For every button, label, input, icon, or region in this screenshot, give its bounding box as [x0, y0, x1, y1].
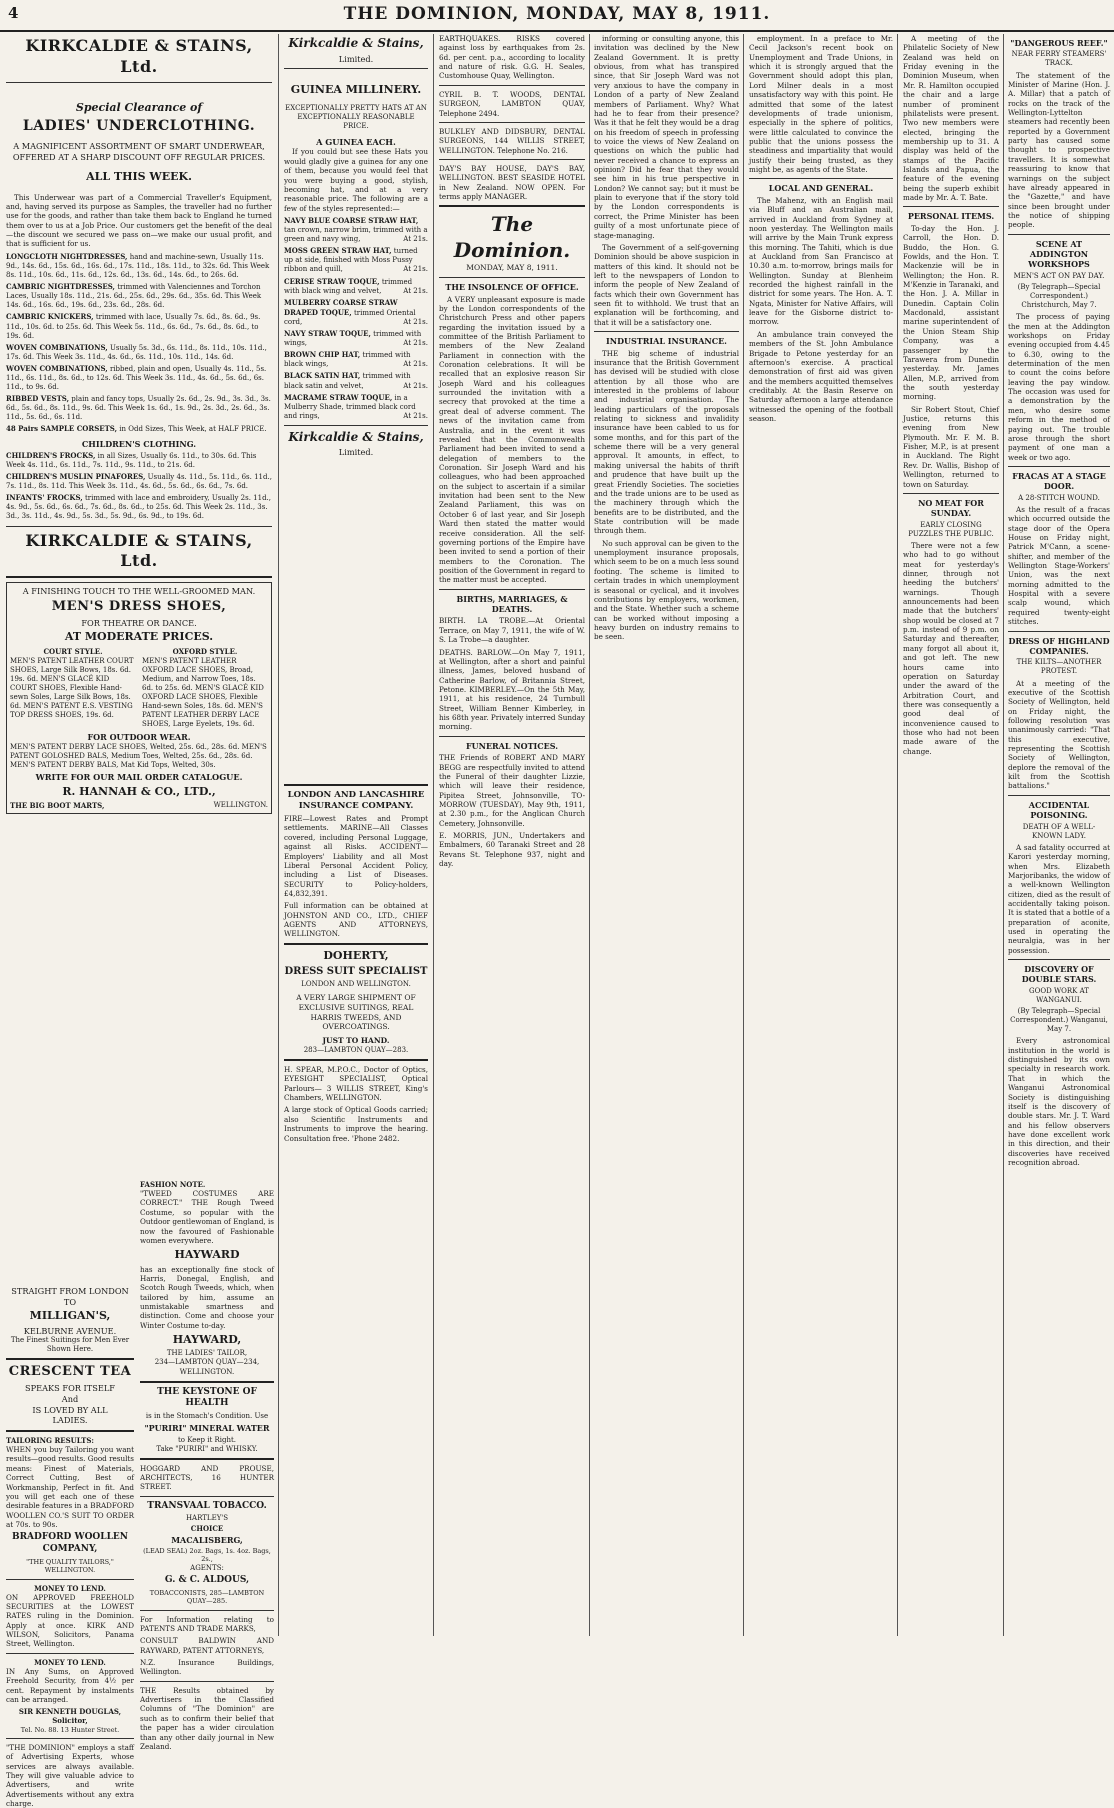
- list-item: CAMBRIC KNICKERS, trimmed with lace, Usually 7s. 6d., 8s. 6d., 9s. 11d., 10s. 6d. to 25s. 6d. This Week 5s. 11d., 6s. 6d., 7s. 6d., 8s. 6d., to 19s. 6d.: [6, 312, 261, 340]
- hoggard-architects: HOGGARD AND PROUSE, ARCHITECTS, 16 HUNTER STREET.: [140, 1463, 274, 1492]
- poisoning-subheading: DEATH OF A WELL-KNOWN LADY.: [1022, 822, 1096, 840]
- doherty-address: 283—LAMBTON QUAY—283.: [303, 1045, 409, 1054]
- list-item: CAMBRIC NIGHTDRESSES, trimmed with Valenciennes and Torchon Laces, Usually 18s. 11d., 21s. 6d., 25s. 6d., 29s. 6d., 35s. 6d. This Week 14s. 6d., 16s. 6d., 19s. 6d., 23s. 6d., 28s. 6d.: [6, 282, 262, 310]
- list-item: NAVY BLUE COARSE STRAW HAT, tan crown, narrow brim, trimmed with a green and navy wing, At 21s.: [284, 216, 428, 244]
- milligan-name: MILLIGAN'S,: [29, 1309, 111, 1323]
- editorial-column-2: [594, 34, 739, 1634]
- money-to-lend-text: ON APPROVED FREEHOLD SECURITIES at the LOWEST RATES ruling in the Dominion. Apply at once. KIRK AND WILSON, Solicitors, Panama Street, Wellington.: [6, 1592, 134, 1649]
- aldous-address: TOBACCONISTS, 285—LAMBTON QUAY—285.: [149, 1588, 265, 1606]
- reef-subheading: NEAR FERRY STEAMERS' TRACK.: [1011, 50, 1107, 68]
- keystone-line5: Take "PURIRI" and WHISKY.: [156, 1444, 258, 1453]
- editorial-continued: informing or consulting anyone, this invitation was declined by the New Zealand Government. It is pretty obvious, from what has transpired since, that Sir Joseph Ward was not very anxious to have the company in London of a party of New Zealand members of Parliament. Why? What had he to fear from their presence? Was it that he felt they would be a drag on his freedom of speech in professing to voice the views of New Zealand on questions on which the public had never received a chance to express an opinion? Did he fear that they would see him in his true perspective in London? We cannot say; but it must be plain to everyone that if the story told by the London correspondents is correct, the Prime Minister has been guilty of a most unfortunate piece of stage-managing.: [594, 34, 739, 240]
- industrial-insurance-heading: INDUSTRIAL INSURANCE.: [606, 336, 727, 347]
- moderate-prices: AT MODERATE PRICES.: [64, 630, 214, 644]
- earthquake-insurance-ad: EARTHQUAKES. RISKS covered against loss by earthquakes from 2s. 6d. per cent. p.a., according to locality and nature of risk. G.G. H. Seales, Customhouse Quay, Wellington.: [439, 34, 585, 81]
- money-to-lend-heading-2: MONEY TO LEND.: [34, 1657, 106, 1667]
- column-rule: [278, 34, 279, 1636]
- ad-column-small-right: [140, 1180, 274, 1751]
- crescent-line3: And: [61, 1394, 79, 1404]
- macalisberg: MACALISBERG,: [171, 1534, 243, 1545]
- underclothing-list: [6, 252, 272, 435]
- ad-column-millinery: [284, 34, 428, 774]
- milligan-tagline: The Finest Suitings for Men Ever Shown Here.: [10, 1336, 130, 1354]
- guinea-intro: If you could but see these Hats you would gladly give a guinea for any one of them, because you would feel that you were buying a good, stylish, becoming hat, and at a very reasonable price. The following are a few of the styles represented:—: [284, 147, 428, 213]
- death-notices: DEATHS. BARLOW.—On May 7, 1911, at Wellington, after a short and painful illness, James, beloved husband of Catherine Barlow, of Britannia Street, Petone. KIMBERLEY.—On the 5th May, 1911, at his residence, 24 Turnbull Street, William Benner Kimberley, in his 68th year. Privately interred Sunday morning.: [439, 647, 585, 732]
- days-bay-ad: DAY'S BAY HOUSE, DAY'S BAY, WELLINGTON. BEST SEASIDE HOTEL in New Zealand. NOW OPEN. For terms apply MANAGER.: [439, 163, 585, 202]
- unemployment-text: employment. In a preface to Mr. Cecil Jackson's recent book on Unemployment and Trade Unions, in which it is strongly argued that the Government should adopt this plan, Lord Milner deals in a most unsatisfactory way with this point. He admitted that some of the latest developments of trade unionism, especially in the sphere of politics, were little calculated to convince the public that the unions possess the steadiness and impartiality that would justify their being trusted, as they might be, as agents of the State.: [749, 34, 893, 175]
- addington-heading: SCENE AT ADDINGTON WORKSHOPS: [1028, 238, 1090, 270]
- outdoor-items: MEN'S PATENT DERBY LACE SHOES, Welted, 25s. 6d., 28s. 6d. MEN'S PATENT GOLOSHED BALS, Medium Toes, Welted, 25s. 6d., 28s. 6d. MEN'S PATENT DERBY BALS, Mat Kid Tops, Welted, 30s.: [10, 742, 267, 770]
- childrens-clothing-heading: CHILDREN'S CLOTHING.: [81, 438, 197, 449]
- hannah-shoes-ad: [6, 582, 272, 814]
- catalogue-line: WRITE FOR OUR MAIL ORDER CATALOGUE.: [35, 772, 243, 783]
- patents-line2: CONSULT BALDWIN AND RAYWARD, PATENT ATTORNEYS,: [140, 1636, 274, 1655]
- list-item: INFANTS' FROCKS, trimmed with lace and embroidery, Usually 2s. 11d., 4s. 9d., 5s. 6d., 6s. 6d., 7s. 6d., 8s. 6d., to 25s. 6d. This Week 2s. 11d., 3s. 3d., 3s. 11d., 4s. 9d., 5s. 3d., 5s. 9d., 6s. 9d., to 19s. 6d.: [6, 493, 271, 521]
- no-meat-text: There were not a few who had to go without meat for yesterday's dinner, through not heeding the butchers' warnings. Though announcements had been made that the butchers' shop would be closed at 7 p.m. instead of 9 p.m. on Saturday and thereafter, many forgot all about it, and got left. The new hours came into operation on Saturday under the award of the Arbitration Court, and there was consequently a good deal of inconvenience caused to those who had not been made aware of the change.: [903, 540, 999, 756]
- double-stars-heading: DISCOVERY OF DOUBLE STARS.: [1021, 964, 1097, 985]
- sir-kenneth: SIR KENNETH DOUGLAS, Solicitor,: [18, 1707, 122, 1726]
- outdoor-wear-heading: FOR OUTDOOR WEAR.: [87, 731, 191, 742]
- list-item: LONGCLOTH NIGHTDRESSES, hand and machine-sewn, Usually 11s. 9d., 14s. 6d., 15s. 6d., 16s. 6d., 17s. 11d., 18s. 11d., to 32s. 6d. This Week 8s. 11d., 10s. 6d., 11s. 6d., 12s. 6d., 13s. 6d., 14s. 6d., to 26s. 6d.: [6, 251, 270, 280]
- crescent-line5: LADIES.: [52, 1415, 88, 1426]
- newspaper-title: THE DOMINION, MONDAY, MAY 8, 1911.: [343, 4, 771, 24]
- patents-line1: For Information relating to PATENTS AND TRADE MARKS,: [140, 1614, 274, 1633]
- guinea-millinery-heading: GUINEA MILLINERY.: [290, 83, 422, 97]
- column-rule: [433, 34, 434, 1636]
- personal-items-text-2: Sir Robert Stout, Chief Justice, returns this evening from New Plymouth. Mr. F. M. B. Fisher, M.P., is at present in Auckland. The Right Rev. Dr. Wallis, Bishop of Wellington, returned to town on Saturday.: [903, 404, 999, 489]
- doherty-name: DOHERTY,: [323, 948, 389, 962]
- list-item: 48 Pairs SAMPLE CORSETS, in Odd Sizes, This Week, at HALF PRICE.: [6, 424, 267, 434]
- editorial-date: MONDAY, MAY 8, 1911.: [466, 263, 558, 273]
- oxford-style-items: MEN'S PATENT LEATHER OXFORD LACE SHOES, Broad, Medium, and Narrow Toes, 18s. 6d. to 25s. 6d. MEN'S GLACÉ KID OXFORD LACE SHOES, Flexible Hand-sewn Soles, 18s. 6d. MEN'S PATENT LEATHER DERBY LACE SHOES, Large Eyelets, 19s. 6d.: [142, 656, 264, 729]
- milligan-address: KELBURNE AVENUE.: [23, 1325, 117, 1336]
- court-style-items: MEN'S PATENT LEATHER COURT SHOES, Large Silk Bows, 18s. 6d. 19s. 6d. MEN'S GLACÉ KID COURT SHOES, Flexible Hand-sewn Soles, Large Silk Bows, 18s. 6d. MEN'S PATENT E.S. VESTING TOP DRESS SHOES, 19s. 6d.: [10, 656, 134, 720]
- woods-dentist-ad: CYRIL B. T. WOODS, DENTAL SURGEON, LAMBTON QUAY, Telephone 2494.: [439, 89, 585, 118]
- fracas-subheading: A 28-STITCH WOUND.: [1018, 493, 1100, 502]
- dress-suit-specialist: DRESS SUIT SPECIALIST: [284, 966, 428, 978]
- list-item: CHILDREN'S MUSLIN PINAFORES, Usually 4s. 11d., 5s. 11d., 6s. 11d., 7s. 11d., 8s. 11d. This Week 3s. 11d., 4s. 6d., 5s. 6d., 6s. 6d., 7s. 6d.: [6, 472, 272, 491]
- crescent-line2: SPEAKS FOR ITSELF: [25, 1383, 115, 1394]
- special-clearance: Special Clearance of: [75, 100, 203, 114]
- ad-column-insurance: [284, 780, 428, 1220]
- guinea-subheading: EXCEPTIONALLY PRETTY HATS AT AN EXCEPTIONALLY REASONABLE PRICE.: [285, 103, 427, 130]
- hannah-name: R. HANNAH & CO., LTD.,: [62, 784, 216, 798]
- reef-text: The statement of the Minister of Marine (Hon. J. A. Millar) that a patch of rocks on the track of the Wellington-Lyttelton steamers had recently been reported by a Government party has caused some thought to prospective travellers. It is somewhat reassuring to know that warnings on the subject have already appeared in the "Gazette," and have since been brought under the notice of shipping people.: [1008, 70, 1110, 230]
- kirkcaldie-millinery-footer: Kirkcaldie & Stains,: [288, 429, 424, 444]
- classified-results-note: THE Results obtained by Advertisers in the Classified Columns of "The Dominion" are such as to confirm their belief that the paper has a wider circulation than any other daily journal in New Zealand.: [140, 1685, 274, 1751]
- list-item: RIBBED VESTS, plain and fancy tops, Usually 2s. 6d., 2s. 9d., 3s. 3d., 3s. 6d., 5s. 6d., 8s. 11d., 9s. 6d. This Week 1s. 6d., 1s. 9d., 2s. 3d., 2s. 6d., 3s. 11d., 5s. 6d., 6s. 11d.: [6, 394, 271, 422]
- hannah-city: WELLINGTON.: [213, 801, 268, 810]
- local-general-text: The Mahenz, with an English mail via Bluff and an Australian mail, arrived in Auckland from Sydney at noon yesterday. The Wellington mails will arrive by the Main Trunk express this morning. The Tahiti, which is due at Auckland from San Francisco at 10.30 a.m. to-morrow, brings mails for Wellington. Sunday at Blenheim recorded the highest rainfall in the district for some years. The Hon. A. T. Ngata, Minister for Native Affairs, will leave for the Gisborne district to-morrow.: [749, 195, 893, 327]
- london-lancashire-text: FIRE—Lowest Rates and Prompt settlements. MARINE—All Classes covered, including Personal Luggage, against all Risks. ACCIDENT—Employers' Liability and all Most Liberal Personal Accident Policy, including a List of Diseases. SECURITY to Policy-holders, £4,832,391.: [284, 814, 428, 898]
- hayward-address: 234—LAMBTON QUAY—234, WELLINGTON.: [154, 1358, 260, 1376]
- puriri-water: "PURIRI" MINERAL WATER: [144, 1423, 270, 1434]
- tailoring-heading: TAILORING RESULTS:: [6, 1435, 94, 1445]
- list-item: BLACK SATIN HAT, trimmed with black satin and velvet, At 21s.: [284, 371, 428, 390]
- crescent-line4: IS LOVED BY ALL: [32, 1404, 108, 1415]
- highland-text: At a meeting of the executive of the Scottish Society of Wellington, held on Friday night, the following resolution was unanimously carried: "That this executive, representing the Scottish Society of Wellington, deplore the removal of the kilt from the Scottish battalions.": [1008, 678, 1110, 791]
- addington-dateline: (By Telegraph—Special Correspondent.) Christchurch, May 7.: [1017, 282, 1101, 310]
- hayward-text: has an exceptionally fine stock of Harris, Donegal, English, and Scotch Rough Tweeds, which, when tailored by him, assume an unmistakable smartness and distinction. Come and choose your Winter Costume to-day.: [140, 1264, 274, 1330]
- spear-optician: H. SPEAR, M.P.O.C., Doctor of Optics, EYESIGHT SPECIALIST, Optical Parlours— 3 WILLIS STREET, King's Chambers, WELLINGTON.: [284, 1065, 428, 1103]
- bradford-subtitle: "THE QUALITY TAILORS," WELLINGTON.: [26, 1557, 114, 1575]
- ad-column-kirkcaldie: [6, 34, 272, 1284]
- london-lancashire-agents: Full information can be obtained at JOHNSTON AND CO., LTD., CHIEF AGENTS AND ATTORNEYS, WELLINGTON.: [284, 901, 428, 939]
- transvaal-tobacco: TRANSVAAL TOBACCO.: [147, 1500, 267, 1511]
- guinea-each: A GUINEA EACH.: [316, 136, 396, 147]
- column-rule: [589, 34, 590, 1636]
- list-item: CHILDREN'S FROCKS, in all Sizes, Usually 6s. 11d., to 30s. 6d. This Week 4s. 11d., 6s. 11d., 7s. 11d., 9s. 11d., to 21s. 6d.: [6, 450, 257, 470]
- news-column-2: [903, 34, 999, 1634]
- shoes-tagline: A FINISHING TOUCH TO THE WELL-GROOMED MAN.: [22, 586, 256, 597]
- doherty-shipment: A VERY LARGE SHIPMENT OF EXCLUSIVE SUITINGS, REAL HARRIS TWEEDS, AND OVERCOATINGS.: [296, 993, 416, 1032]
- doherty-just-to-hand: JUST TO HAND.: [322, 1036, 390, 1046]
- money-to-lend-text-2: IN Any Sums, on Approved Freehold Security, from 4½ per cent. Repayment by instalments can be arranged.: [6, 1666, 134, 1704]
- industrial-insurance-text-2: No such approval can be given to the unemployment insurance proposals, which seem to be on a much less sound footing. The scheme is limited to certain trades in which unemployment is seasonal or cyclical, and it involves contributions by employers, workmen, and the State. Whether such a scheme can be worked without imposing a heavy burden on industry remains to be seen.: [594, 538, 739, 642]
- news-column: [749, 34, 893, 1634]
- highland-subheading: THE KILTS—ANOTHER PROTEST.: [1016, 658, 1102, 676]
- hayward-tailor: THE LADIES' TAILOR,: [166, 1349, 248, 1358]
- keystone-heading: THE KEYSTONE OF HEALTH: [157, 1386, 257, 1409]
- page-number: 4: [8, 4, 19, 22]
- funeral-notice: THE Friends of ROBERT AND MARY BEGG are respectfully invited to attend the Funeral of their daughter Lizzie, which will leave their residence, Pipitea Street, Johnsonville, TO-MORROW (TUESDAY), May 9th, 1911, at 2.30 p.m., for the Anglican Church Cemetery, Johnsonville.: [439, 753, 585, 828]
- editorial-heading: THE INSOLENCE OF OFFICE.: [445, 282, 579, 293]
- patents-line3: N.Z. Insurance Buildings, Wellington.: [140, 1658, 274, 1677]
- bradford-name: BRADFORD WOOLLEN COMPANY,: [11, 1532, 129, 1554]
- addington-text: The process of paying the men at the Addington workshops on Friday evening occupied from 4.45 to 6.30, owing to the determination of the men to count the coins before leaving the pay window. The occasion was used for a demonstration by the men, who desire some reform in the method of paying out. The trouble arose through the short payment of one man a week or two ago.: [1008, 312, 1110, 462]
- morris-undertakers: E. MORRIS, JUN., Undertakers and Embalmers, 60 Taranaki Street and 28 Revans St. Telephone 937, night and day.: [439, 831, 585, 869]
- list-item: BROWN CHIP HAT, trimmed with black wings, At 21s.: [284, 350, 428, 369]
- aldous-name: G. & C. ALDOUS,: [164, 1575, 250, 1585]
- kirkcaldie-footer: KIRKCALDIE & STAINS, Ltd.: [25, 530, 253, 571]
- milligan-line1: STRAIGHT FROM LONDON: [11, 1286, 129, 1296]
- double-stars-dateline: (By Telegraph—Special Correspondent.) Wanganui, May 7.: [1010, 1007, 1108, 1034]
- list-item: MACRAME STRAW TOQUE, in a Mulberry Shade, trimmed black cord and rings, At 21s.: [284, 392, 428, 420]
- dominion-nameplate: The Dominion.: [453, 212, 571, 263]
- assortment-subheading: A MAGNIFICENT ASSORTMENT OF SMART UNDERWEAR, OFFERED AT A SHARP DISCOUNT OFF REGULAR PRICES.: [12, 141, 266, 162]
- keystone-line2: is in the Stomach's Condition. Use: [145, 1412, 269, 1421]
- no-meat-subheading: EARLY CLOSING PUZZLES THE PUBLIC.: [908, 520, 994, 538]
- list-item: WOVEN COMBINATIONS, Usually 5s. 3d., 6s. 11d., 8s. 11d., 10s. 11d., 17s. 6d. This Week 3s. 11d., 4s. 6d., 6s. 11d., 10s. 11d., 14s. 6d.: [6, 342, 267, 361]
- column-rule: [1003, 34, 1004, 1636]
- milligan-line2: TO: [63, 1296, 77, 1307]
- industrial-insurance-text: THE big scheme of industrial insurance that the British Government has devised will be studied with close attention by all those who are interested in the problems of labour and industrial organisation. The leading particulars of the proposals relating to sickness and invalidity insurance have been cabled to us for some months, and for this part of the scheme there will be a very general approval. It amounts, in effect, to making universal the habits of thrift and prudence that have built up the great Friendly Societies. The societies and the trade unions are to be used as the machinery through which the benefits are to be distributed, and the State contribution will be made through them.: [594, 348, 739, 536]
- london-lancashire-heading: LONDON AND LANCASHIRE INSURANCE COMPANY.: [287, 790, 425, 812]
- tobacco-prices: (LEAD SEAL) 2oz. Bags, 1s. 4oz. Bags, 2s.,: [143, 1547, 271, 1564]
- kirkcaldie-limited-footer: Limited.: [338, 447, 374, 458]
- editorial-column: [439, 34, 585, 1634]
- dominion-advertising-note: "THE DOMINION" employs a staff of Advertising Experts, whose services are always available. They will give valuable advice to Advertisers, and write Advertisements without any extra charge.: [6, 1742, 134, 1808]
- oxford-style-heading: OXFORD STYLE.: [172, 646, 238, 656]
- poisoning-text: A sad fatality occurred at Karori yesterday morning, when Mrs. Elizabeth Marjoribanks, the widow of a well-known Wellington citizen, died as the result of accidentally taking poison. It is stated that a bottle of a preparation of aconite, used in operating the neuralgia, was in her possession.: [1008, 842, 1110, 955]
- fracas-text: As the result of a fracas which occurred outside the stage door of the Opera House on Friday night, Patrick M'Cann, a scene-shifter, and member of the Wellington Stage-Workers' Union, was the next morning admitted to the Hospital with a severe scalp wound, which required twenty-eight stitches.: [1008, 504, 1110, 627]
- shoes-subheading: FOR THEATRE OR DANCE.: [81, 617, 197, 628]
- clearance-intro: This Underwear was part of a Commercial Traveller's Equipment, and, having served its purpose as Samples, the traveller had no further use for the goods, and rather than take them back to England he turned them over to us at a Job Price. Our customers get the benefit of the deal—the discount we secured we pass on—we make our usual profit, and that is sufficient for us.: [6, 192, 272, 249]
- masthead: [0, 0, 1114, 32]
- highland-heading: DRESS OF HIGHLAND COMPANIES.: [1008, 635, 1110, 656]
- kirkcaldie-limited: Limited.: [338, 53, 374, 64]
- reef-heading: "DANGEROUS REEF.": [1010, 38, 1108, 48]
- news-column-3: [1008, 34, 1110, 1634]
- double-stars-subheading: GOOD WORK AT WANGANUI.: [1029, 986, 1089, 1004]
- column-rule: [897, 34, 898, 1636]
- bulkley-dentist-ad: BULKLEY AND DIDSBURY, DENTAL SURGEONS, 144 WILLIS STREET, WELLINGTON. Telephone No. 216.: [439, 126, 585, 155]
- editorial-continued-2: The Government of a self-governing Dominion should be above suspicion in matters of this kind. It should not be left to the newspapers of London to inform the people of New Zealand of facts which their own Government has seen fit to withhold. We trust that an explanation will be forthcoming, and that it will be a satisfactory one.: [594, 242, 739, 327]
- personal-items-text: To-day the Hon. J. Carroll, the Hon. D. Buddo, the Hon. G. Fowlds, and the Hon. T. Mackenzie will be in Wellington; the Hon. R. M'Kenzie in Taranaki, and the Hon. J. A. Millar in Dunedin. Captain Colin Macdonald, assistant marine superintendent of the Union Steam Ship Company, was a passenger by the Tarawera from Dunedin yesterday. Mr. James Allen, M.P., arrived from the south yesterday morning.: [903, 223, 999, 402]
- column-rule: [743, 34, 744, 1636]
- hats-list: [284, 216, 428, 421]
- mens-dress-shoes-heading: MEN'S DRESS SHOES,: [51, 598, 227, 614]
- hannah-subtitle: THE BIG BOOT MARTS,: [10, 801, 105, 811]
- list-item: MOSS GREEN STRAW HAT, turned up at side, finished with Moss Pussy ribbon and quill, At 21s.: [284, 246, 428, 274]
- list-item: CERISE STRAW TOQUE, trimmed with black wing and velvet, At 21s.: [284, 276, 428, 295]
- bmd-heading: BIRTHS, MARRIAGES, & DEATHS.: [456, 593, 568, 615]
- sir-kenneth-address: Tel. No. 88. 13 Hunter Street.: [20, 1725, 120, 1734]
- keystone-line4: to Keep it Right.: [177, 1435, 237, 1444]
- personal-items-heading: PERSONAL ITEMS.: [907, 211, 995, 222]
- funeral-heading: FUNERAL NOTICES.: [465, 740, 559, 751]
- fashion-note-heading: FASHION NOTE.: [140, 1180, 206, 1189]
- choice: CHOICE: [190, 1523, 224, 1533]
- agents-label: AGENTS:: [190, 1563, 224, 1572]
- editorial-text: A VERY unpleasant exposure is made by the London correspondents of the Christchurch Press and other papers regarding the invitation issued by a committee of the British Parliament to members of the New Zealand Parliament in connection with the Coronation celebrations. It will be recalled that an explosive reason Sir Joseph Ward and his colleagues surrounded the invitation with a secrecy that provoked at the time a great deal of adverse comment. The news of the invitation came from Australia, and in the event it was revealed that the Commonwealth Parliament had been invited to send a delegation of members to the Coronation. Sir Joseph Ward and his colleagues, who had been approached on the subject to ascertain if a similar invitation had been sent to the New Zealand Parliament, this was on October 6 of last year, and Sir Joseph Ward then stated the matter would receive consideration. All the self-governing portions of the Empire have been invited to send a portion of their members to the Coronation. The position of the Government in regard to the matter must be accepted.: [439, 294, 585, 585]
- fashion-note-text: "TWEED COSTUMES ARE CORRECT." THE Rough Tweed Costume, so popular with the Outdoor gentlewoman of England, is now the favoured of Fashionable women everywhere.: [140, 1189, 274, 1245]
- money-to-lend-heading: MONEY TO LEND.: [34, 1583, 106, 1593]
- doherty-location: LONDON AND WELLINGTON.: [301, 980, 411, 989]
- ladies-underclothing-heading: LADIES' UNDERCLOTHING.: [22, 117, 256, 134]
- crescent-tea: CRESCENT TEA: [8, 1364, 132, 1380]
- local-general-text-2: An ambulance train conveyed the members of the St. John Ambulance Brigade to Petone yesterday for an afternoon's exercise. A practical demonstration of first aid was given and the members acquitted themselves creditably. At the Basin Reserve on Saturday afternoon a large attendance witnessed the opening of the football season.: [749, 329, 893, 424]
- kirkcaldie-millinery-heading: Kirkcaldie & Stains,: [288, 36, 424, 50]
- philatelic-text: A meeting of the Philatelic Society of New Zealand was held on Friday evening in the Dominion Museum, when Mr. R. Hamilton occupied the chair and a large number of prominent philatelists were present. Two new members were elected, bringing the membership up to 31. A display was held of the stamps of the Pacific Islands and Papua, the feature of the evening being the superb exhibit made by Mr. A. T. Bate.: [903, 34, 999, 203]
- all-this-week: ALL THIS WEEK.: [86, 170, 192, 184]
- fracas-heading: FRACAS AT A STAGE DOOR.: [1012, 470, 1106, 492]
- hayward-name: HAYWARD: [174, 1248, 240, 1262]
- list-item: MULBERRY COARSE STRAW DRAPED TOQUE, trimmed Oriental cord, At 21s.: [284, 297, 428, 326]
- list-item: NAVY STRAW TOQUE, trimmed with wings, At 21s.: [284, 329, 428, 348]
- double-stars-text: Every astronomical institution in the world is distinguished by its own specialty in research work. That in which the Wanganui Astronomical Society is distinguishing itself is the discovery of double stars. Mr. J. T. Ward and his fellow observers have done excellent work in this direction, and their discoveries have received recognition abroad.: [1008, 1036, 1110, 1168]
- ad-column-small-left: [6, 1286, 134, 1808]
- court-style-heading: COURT STYLE.: [43, 646, 103, 656]
- no-meat-heading: NO MEAT FOR SUNDAY.: [918, 497, 984, 519]
- poisoning-heading: ACCIDENTAL POISONING.: [1028, 799, 1090, 821]
- birth-notice: BIRTH. LA TROBE.—At Oriental Terrace, on May 7, 1911, the wife of W. S. La Trobe—a daughter.: [439, 616, 585, 645]
- hayward-name-2: HAYWARD,: [172, 1333, 242, 1347]
- kirkcaldie-heading: KIRKCALDIE & STAINS, Ltd.: [25, 36, 253, 76]
- hartleys: HARTLEY'S: [185, 1514, 229, 1523]
- spear-text: A large stock of Optical Goods carried; also Scientific Instruments and Instruments to improve the hearing. Consultation free. 'Phone 2482.: [284, 1105, 428, 1143]
- tailoring-text: WHEN you buy Tailoring you want results—good results. Good results means: Finest of Materials, Correct Cutting, Best of Workmanship, Perfect in fit. And you will get each one of these desirable features in a BRADFORD WOOLLEN CO.'S SUIT TO ORDER at 70s. to 90s.: [6, 1445, 134, 1529]
- addington-subheading: MEN'S ACT ON PAY DAY.: [1013, 271, 1105, 280]
- local-general-heading: LOCAL AND GENERAL.: [768, 183, 874, 194]
- list-item: WOVEN COMBINATIONS, ribbed, plain and open, Usually 4s. 11d., 5s. 11d., 6s. 11d., 8s. 6d., to 12s. 6d. This Week 3s. 11d., 4s. 6d., 5s. 6d., 6s. 11d., to 9s. 6d.: [6, 363, 267, 392]
